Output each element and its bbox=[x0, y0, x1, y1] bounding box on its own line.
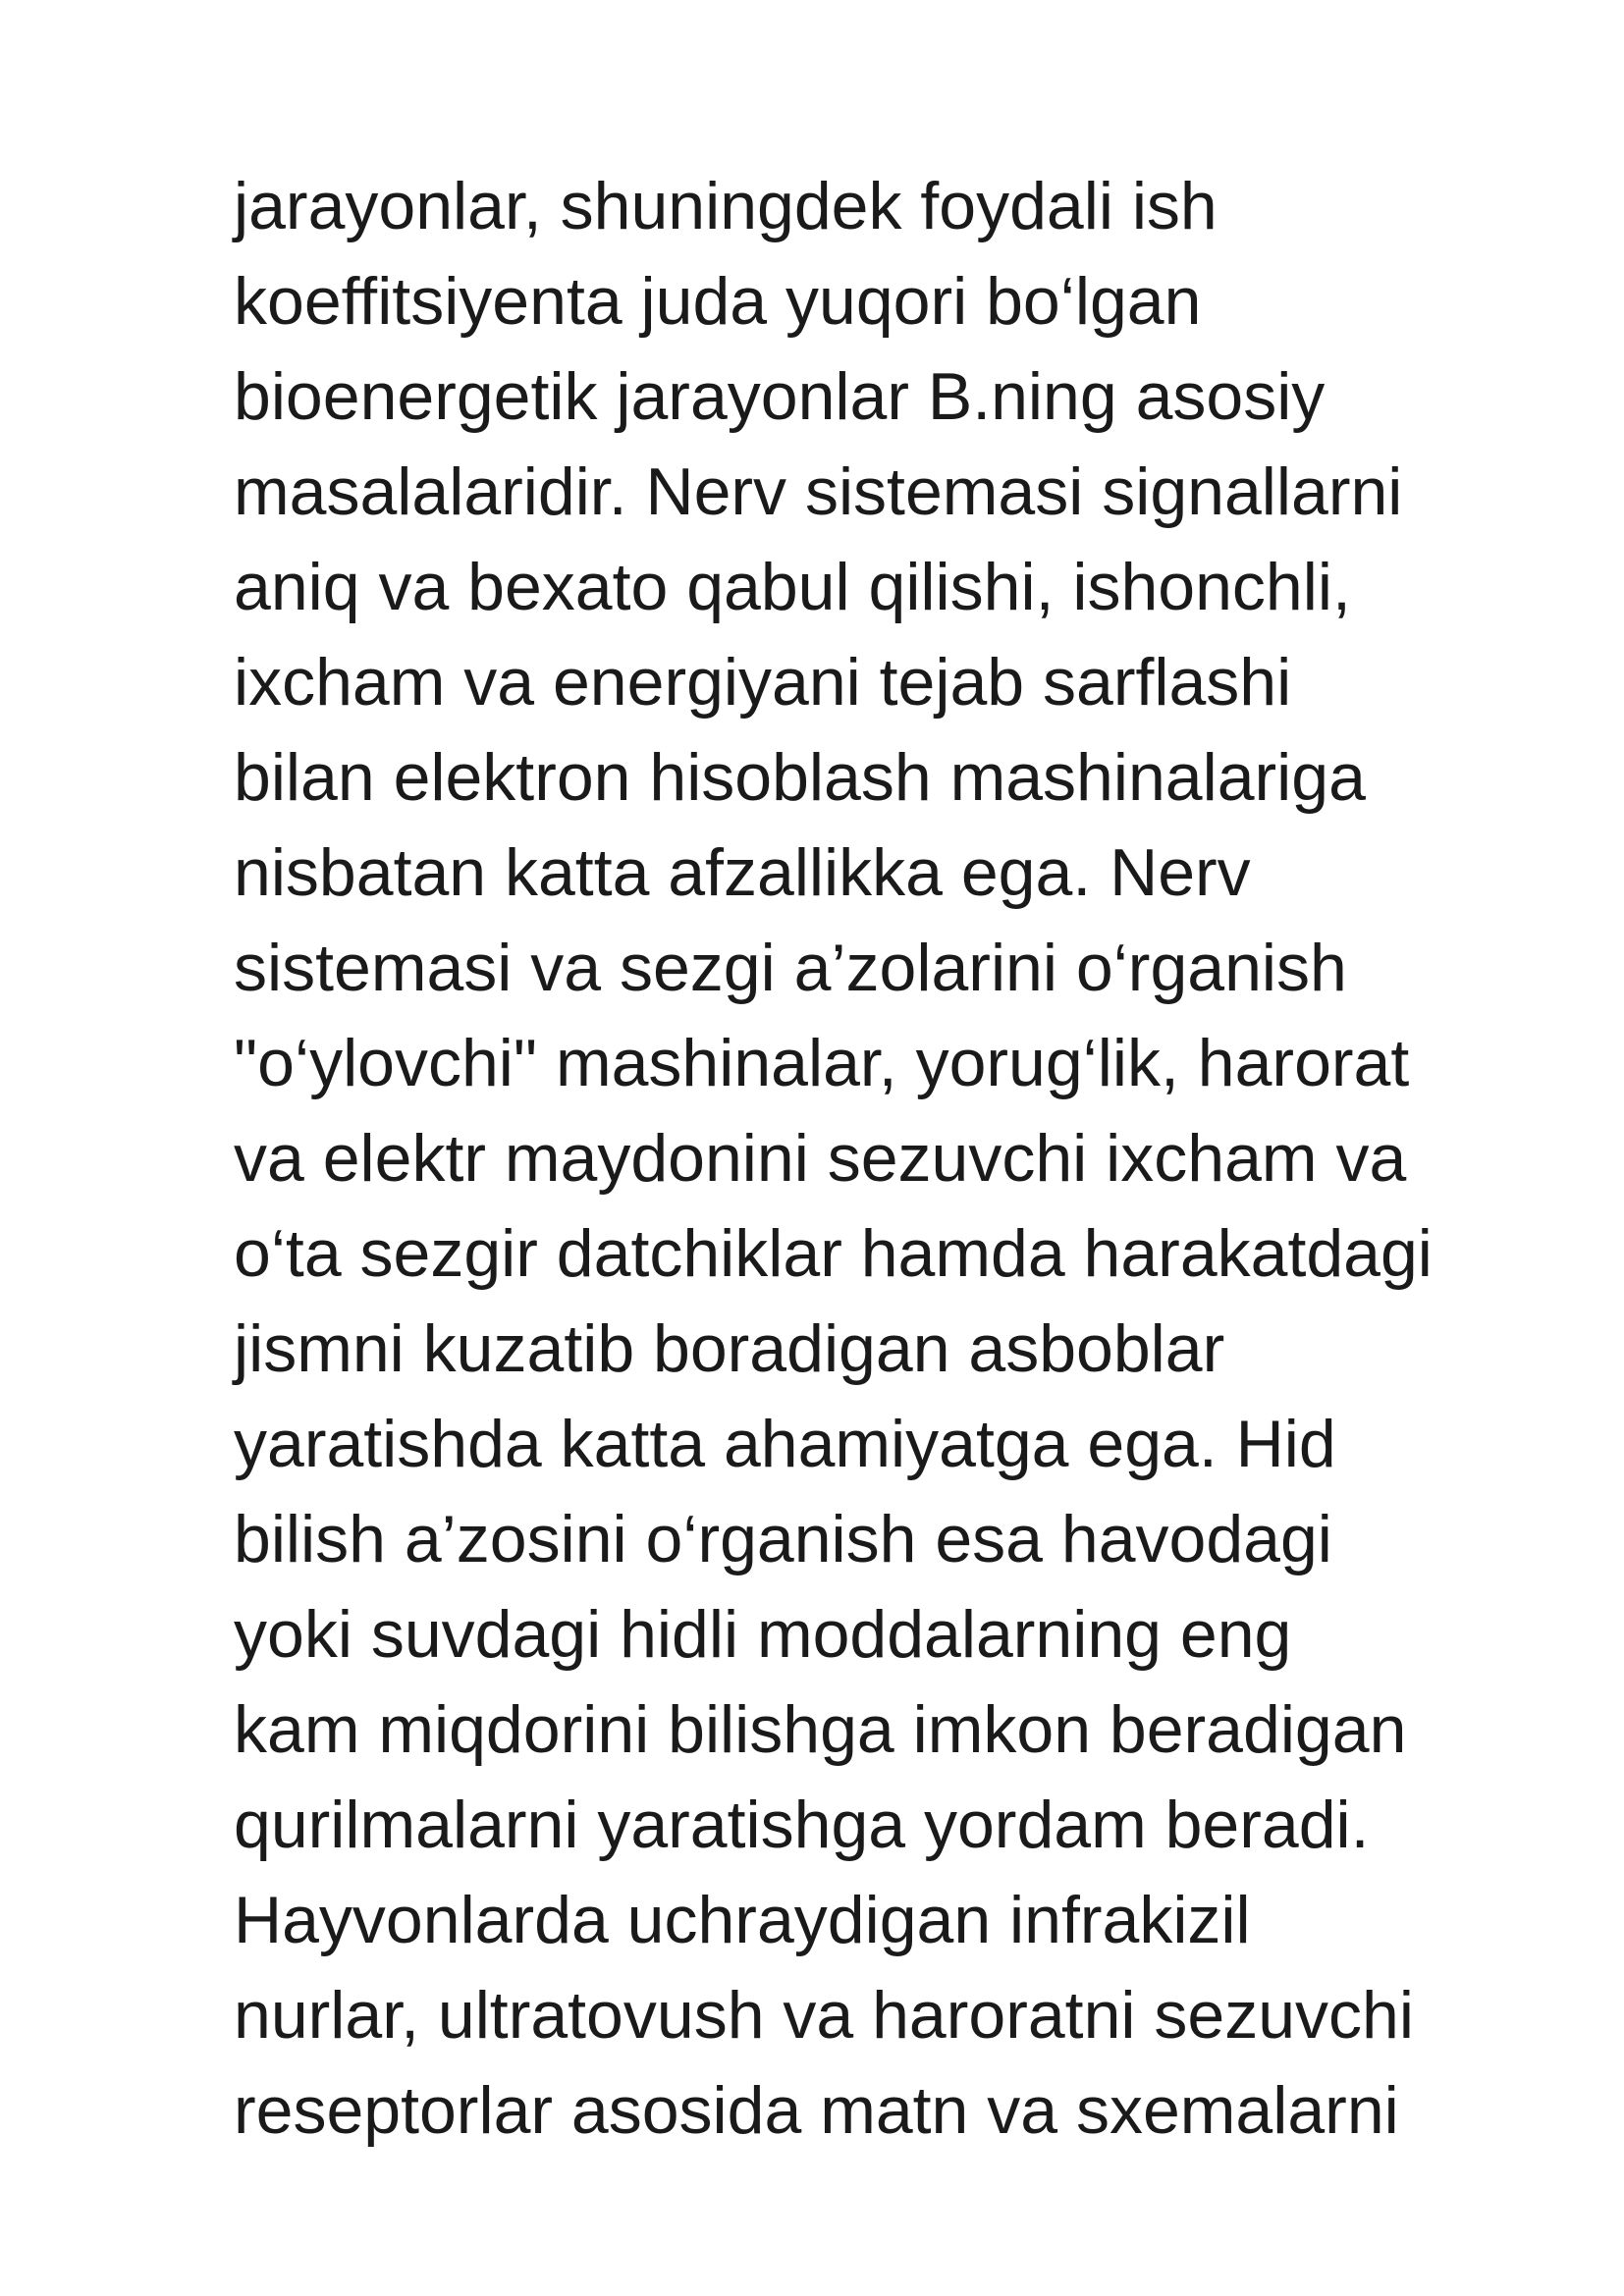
text-line: qurilmalarni yaratishga yordam beradi. bbox=[234, 1788, 1370, 1862]
text-line: bioenergetik jarayonlar B.ning asosiy bbox=[234, 359, 1326, 434]
text-line: yaratishda katta ahamiyatga ega. Hid bbox=[234, 1407, 1336, 1481]
body-text bbox=[234, 159, 1549, 2159]
text-line: Hayvonlarda uchraydigan infrakizil bbox=[234, 1883, 1251, 1957]
text-line: ixcham va energiyani tejab sarflashi bbox=[234, 645, 1292, 720]
text-line: va elektr maydonini sezuvchi ixcham va bbox=[234, 1121, 1407, 1196]
text-line: reseptorlar asosida matn va sxemalarni bbox=[234, 2073, 1399, 2148]
text-line: koeffitsiyenta juda yuqori bo‘lgan bbox=[234, 264, 1202, 339]
text-line: nisbatan katta afzallikka ega. Nerv bbox=[234, 835, 1251, 910]
text-line: kam miqdorini bilishga imkon beradigan bbox=[234, 1692, 1407, 1767]
text-line: jismni kuzatib boradigan asboblar bbox=[234, 1311, 1225, 1386]
text-line: sistemasi va sezgi a’zolarini o‘rganish bbox=[234, 931, 1347, 1005]
text-line: o‘ta sezgir datchiklar hamda harakatdagi bbox=[234, 1216, 1433, 1291]
text-line: jarayonlar, shuningdek foydali ish bbox=[234, 169, 1218, 243]
text-line: aniq va bexato qabul qilishi, ishonchli, bbox=[234, 550, 1351, 624]
text-line: bilish a’zosini o‘rganish esa havodagi bbox=[234, 1502, 1332, 1576]
text-line: masalalaridir. Nerv sistemasi signallarni bbox=[234, 454, 1403, 529]
text-line: yoki suvdagi hidli moddalarning eng bbox=[234, 1597, 1292, 1672]
text-line: "o‘ylovchi" mashinalar, yorug‘lik, harorat bbox=[234, 1026, 1410, 1100]
text-line: nurlar, ultratovush va haroratni sezuvchi bbox=[234, 1978, 1414, 2053]
text-line: bilan elektron hisoblash mashinalariga bbox=[234, 740, 1366, 815]
